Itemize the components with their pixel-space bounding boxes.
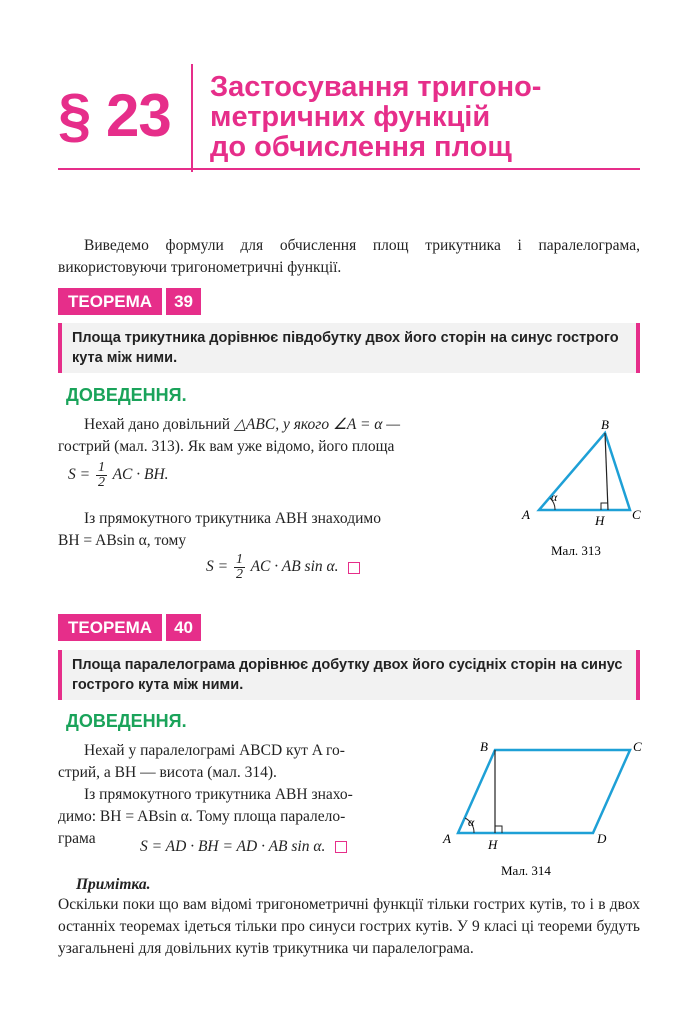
frac-den: 2 xyxy=(97,475,105,490)
qed-box-2 xyxy=(335,841,347,853)
theorem-label: ТЕОРЕМА xyxy=(58,288,162,315)
label-h: H xyxy=(488,837,498,852)
proof-39-label: ДОВЕДЕННЯ. xyxy=(66,385,187,405)
fraction-half xyxy=(96,461,107,490)
proof-39-text-2 xyxy=(58,508,488,552)
theorem-number: 39 xyxy=(166,288,201,315)
label-a: A xyxy=(522,507,530,522)
figure-314 xyxy=(435,735,655,885)
section-title-line-2: метричних функцій xyxy=(210,101,491,133)
formula-1-right: AC · BH. xyxy=(112,466,169,484)
proof-40-label: ДОВЕДЕННЯ. xyxy=(66,711,187,731)
label-c: C xyxy=(632,507,641,522)
qed-box xyxy=(348,562,360,574)
theorem-label: ТЕОРЕМА xyxy=(58,614,162,641)
section-title xyxy=(210,72,541,162)
formula-2 xyxy=(206,553,360,582)
theorem-40-header xyxy=(58,614,201,641)
label-b: B xyxy=(480,739,488,754)
proof-39-triangle: △ABC xyxy=(233,416,276,433)
proof-40-line1: Нехай у паралелограмі ABCD кут A го- xyxy=(84,742,345,759)
fraction-half-2 xyxy=(234,553,245,582)
label-c: C xyxy=(633,739,642,754)
proof-39-line1b: , у якого ∠A = α — xyxy=(275,416,401,433)
header-rule xyxy=(58,168,640,170)
label-d: D xyxy=(597,831,607,846)
fig-313-caption: Мал. 313 xyxy=(551,543,601,558)
section-title-line-1: Застосування тригоно- xyxy=(210,71,542,103)
section-title-line-3: до обчислення площ xyxy=(210,131,512,163)
formula-1 xyxy=(68,461,169,490)
formula-2-right: AC · AB sin α. xyxy=(250,558,339,576)
proof-39-line3: Із прямокутного трикутника ABH знаходимо xyxy=(84,510,381,527)
label-a: A xyxy=(443,831,451,846)
section-number: § 23 xyxy=(58,82,171,149)
theorem-40-statement: Площа паралелограма дорівнює добутку двох його сусідніх сторін на синус гострого кута між ними. xyxy=(58,650,640,700)
proof-39-text xyxy=(58,414,488,458)
label-h: H xyxy=(595,513,605,528)
theorem-39-header xyxy=(58,288,201,315)
fig-314-caption: Мал. 314 xyxy=(501,863,551,878)
proof-39-line4: BH = ABsin α, тому xyxy=(58,532,187,549)
intro-paragraph: Виведемо формули для обчислення площ трикутника і паралелограма, використовуючи тригонометричні функції. xyxy=(58,237,640,276)
proof-39-line1a: Нехай дано довільний xyxy=(84,416,231,433)
formula-1-left: S = xyxy=(68,466,91,484)
theorem-39-statement: Площа трикутника дорівнює півдобутку двох його сторін на синус гострого кута між ними. xyxy=(58,323,640,373)
note-text: Оскільки поки що вам відомі тригонометричні функції тільки гострих кутів, то і в двох останніх теоремах ідеться тільки про синуси гострих кутів. У 9 класі ці теореми будуть узагальнені для довільних кутів трикутника чи паралелограма. xyxy=(58,896,640,957)
formula-2-left: S = xyxy=(206,558,229,576)
label-alpha: α xyxy=(551,490,558,504)
section-divider xyxy=(191,64,193,172)
parallelogram-abcd xyxy=(458,750,630,833)
proof-40-line2: стрий, а BH — висота (мал. 314). xyxy=(58,764,277,781)
proof-39-line2: гострий (мал. 313). Як вам уже відомо, його площа xyxy=(58,438,395,455)
frac-den-2: 2 xyxy=(235,567,243,582)
proof-40-text xyxy=(58,740,438,850)
formula-3 xyxy=(140,836,347,858)
frac-num: 1 xyxy=(97,460,105,475)
theorem-number: 40 xyxy=(166,614,201,641)
label-alpha: α xyxy=(468,815,475,829)
label-b: B xyxy=(601,417,609,432)
proof-40-line3: Із прямокутного трикутника ABH знахо- xyxy=(84,786,353,803)
proof-40-line5: грама xyxy=(58,830,96,847)
note-title: Примітка. xyxy=(76,876,151,893)
formula-3-text: S = AD · BH = AD · AB sin α. xyxy=(140,838,326,855)
proof-40-line4: димо: BH = ABsin α. Тому площа паралело- xyxy=(58,808,346,825)
frac-num-2: 1 xyxy=(235,552,243,567)
figure-313 xyxy=(515,415,645,560)
